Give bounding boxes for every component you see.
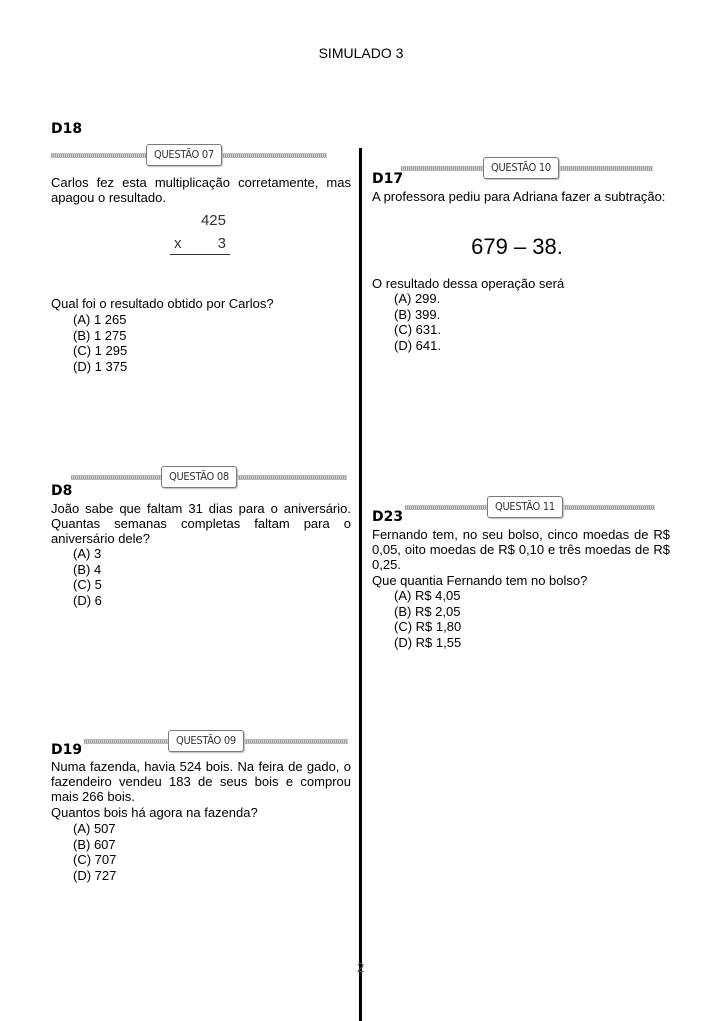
option-b[interactable]: (B) 399. (394, 306, 441, 322)
question-number-tag: QUESTÃO 07 (146, 144, 222, 166)
question-banner (71, 466, 347, 490)
descriptor-code: D18 (51, 121, 83, 137)
option-c[interactable]: (C) 5 (73, 577, 102, 592)
option-b[interactable]: (B) 607 (73, 836, 116, 852)
result-line (170, 254, 230, 255)
descriptor-code: D17 (372, 171, 404, 187)
option-d[interactable]: (D) 641. (394, 337, 441, 353)
descriptor-code: D8 (51, 483, 73, 499)
operator: x (174, 235, 182, 252)
answer-options (73, 312, 127, 374)
question-prompt: Quantos bois há agora na fazenda? (51, 805, 258, 820)
option-c[interactable]: (C) 1 295 (73, 343, 128, 358)
answer-options (394, 588, 461, 650)
question-banner (401, 157, 653, 181)
stem-text: Carlos fez esta multiplicação corretamente, mas apagou o resultado. (51, 175, 351, 205)
question-number-tag: QUESTÃO 08 (161, 466, 237, 488)
answer-options (394, 291, 441, 353)
option-b[interactable]: (B) 4 (73, 561, 102, 577)
question-stem: Fernando tem, no seu bolso, cinco moedas de R$ 0,05, oito moedas de R$ 0,10 e três moedas de R$ 0,25. (372, 527, 670, 572)
option-a[interactable]: (A) 1 265 (73, 312, 127, 327)
option-d[interactable]: (D) R$ 1,55 (394, 634, 462, 650)
option-b[interactable]: (B) R$ 2,05 (394, 603, 461, 619)
multiplicand: 425 (200, 212, 226, 229)
subtraction-expression: 679 – 38. (471, 234, 563, 259)
option-c[interactable]: (C) 707 (73, 852, 117, 867)
question-number-tag: QUESTÃO 09 (168, 730, 244, 752)
question-banner (51, 144, 327, 168)
option-d[interactable]: (D) 1 375 (73, 358, 128, 374)
option-b[interactable]: (B) 1 275 (73, 327, 127, 343)
question-prompt: Qual foi o resultado obtido por Carlos? (51, 296, 274, 311)
option-a[interactable]: (A) R$ 4,05 (394, 588, 461, 603)
option-c[interactable]: (C) 631. (394, 322, 441, 337)
option-a[interactable]: (A) 507 (73, 821, 116, 836)
page-number: 2 (357, 960, 365, 975)
question-banner (405, 496, 655, 520)
page-title: SIMULADO 3 (318, 45, 404, 61)
question-stem (51, 175, 351, 205)
question-number-tag: QUESTÃO 11 (487, 496, 563, 518)
option-d[interactable]: (D) 6 (73, 592, 102, 608)
answer-options (73, 546, 102, 608)
question-stem: A professora pediu para Adriana fazer a subtração: (372, 189, 666, 204)
answer-options (73, 821, 116, 883)
descriptor-code: D23 (372, 509, 404, 525)
option-d[interactable]: (D) 727 (73, 867, 117, 883)
question-banner (84, 730, 348, 754)
question-stem: Numa fazenda, havia 524 bois. Na feira de gado, o fazendeiro vendeu 183 de seus bois e comprou mais 266 bois. (51, 759, 351, 804)
question-stem: João sabe que faltam 31 dias para o aniversário. Quantas semanas completas faltam para o aniversário dele? (51, 501, 351, 546)
question-prompt: Que quantia Fernando tem no bolso? (372, 573, 588, 588)
option-a[interactable]: (A) 299. (394, 291, 441, 306)
option-a[interactable]: (A) 3 (73, 546, 102, 561)
question-number-tag: QUESTÃO 10 (483, 157, 559, 179)
multiplier: 3 (217, 235, 226, 252)
question-prompt: O resultado dessa operação será (372, 276, 565, 291)
descriptor-code: D19 (51, 742, 83, 758)
column-divider (357, 148, 365, 1021)
option-c[interactable]: (C) R$ 1,80 (394, 619, 462, 634)
